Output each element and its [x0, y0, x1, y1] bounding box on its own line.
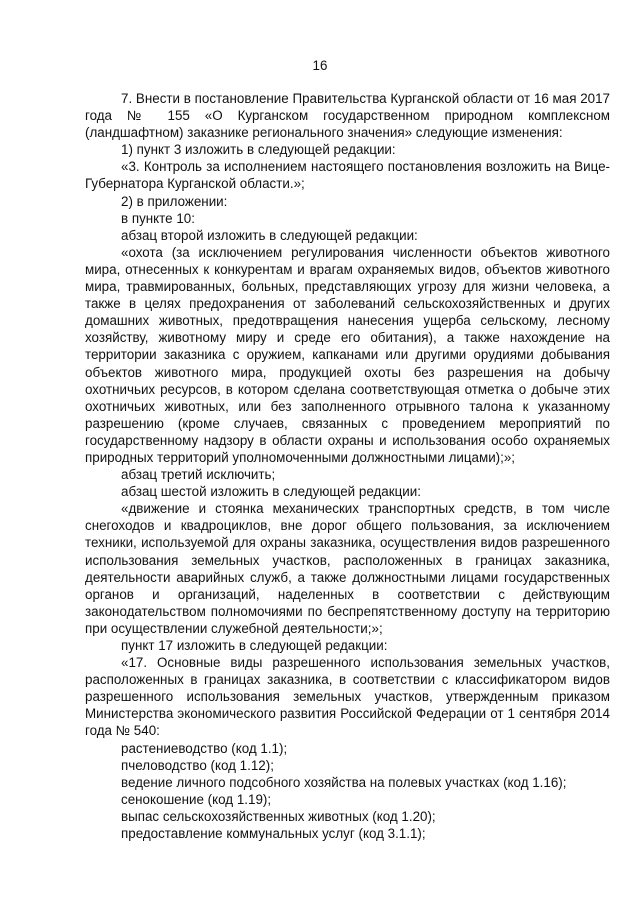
paragraph-point-10: в пункте 10:: [121, 210, 195, 226]
paragraph-vehicles: «движение и стоянка механических транспортных средств, в том числе снегоходов и квадроциклов, вне дорог общего пользования, за исключением техники, используемой для охраны заказника, осуществления видов разрешенного использования земельных участков, расположенных в границах заказника, деятельности аварийных служб, а также должностными лицами государственных органов и организаций, наделенных в соответствии с действующим законодательством полномочиями по беспрепятственному доступу на территорию при осуществлении служебной деятельности;»;: [85, 501, 610, 636]
document-body: [85, 90, 610, 842]
paragraph-abzac-3: абзац третий исключить;: [121, 467, 276, 483]
paragraph-land-use: «17. Основные виды разрешенного использования земельных участков, расположенных в границах заказника, в соответствии с классификатором видов разрешенного использования земельных участков, утвержденным приказом Министерства экономического развития Российской Федерации от 1 сентября 2014 года № 540:: [85, 655, 610, 739]
list-item: пчеловодство (код 1.12);: [121, 757, 274, 773]
paragraph-amendment-intro: 7. Внести в постановление Правительства Курганской области от 16 мая 2017 года № 155 «О Курганском государственном природном комплексном (ландшафтном) заказнике регионального значения» следующие изменения:: [85, 91, 610, 141]
page-number: 16: [312, 58, 328, 73]
list-item: выпас сельскохозяйственных животных (код 1.20);: [121, 808, 436, 824]
paragraph-abzac-2: абзац второй изложить в следующей редакции:: [121, 227, 418, 243]
paragraph-hunting: «охота (за исключением регулирования численности объектов животного мира, отнесенных к конкурентам и врагам охраняемых видов, объектов животного мира, травмированных, больных, представляющих угрозу для жизни человека, а также в целях предохранения от заболеваний сельскохозяйственных и других домашних животных, предотвращения нанесения ущерба сельскому, лесному хозяйству, животному миру и среде его обитания), а также нахождение на территории заказника с оружием, капканами или другими орудиями добывания объектов животного мира, продукцией охоты без разрешения на добычу охотничьих ресурсов, в котором сделана соответствующая отметка о добыче этих охотничьих животных, или без заполненного отрывного талона к указанному разрешению (кроме случаев, связанных с проведением мероприятий по государственному надзору в области охраны и использования особо охраняемых природных территорий уполномоченными должностными лицами);»;: [85, 244, 610, 465]
paragraph-item-1: 1) пункт 3 изложить в следующей редакции:: [121, 142, 396, 158]
list-item: сенокошение (код 1.19);: [121, 791, 272, 807]
paragraph-item-2: 2) в приложении:: [121, 193, 228, 209]
paragraph-abzac-6: абзац шестой изложить в следующей редакции:: [121, 484, 421, 500]
paragraph-point-17: пункт 17 изложить в следующей редакции:: [121, 638, 388, 653]
list-item: растениеводство (код 1.1);: [121, 740, 288, 756]
list-item: предоставление коммунальных услуг (код 3.1.1);: [121, 826, 426, 842]
paragraph-clause-3: «3. Контроль за исполнением настоящего постановления возложить на Вице-Губернатора Курганской области.»;: [85, 159, 610, 192]
list-item: ведение личного подсобного хозяйства на полевых участках (код 1.16);: [121, 774, 567, 790]
